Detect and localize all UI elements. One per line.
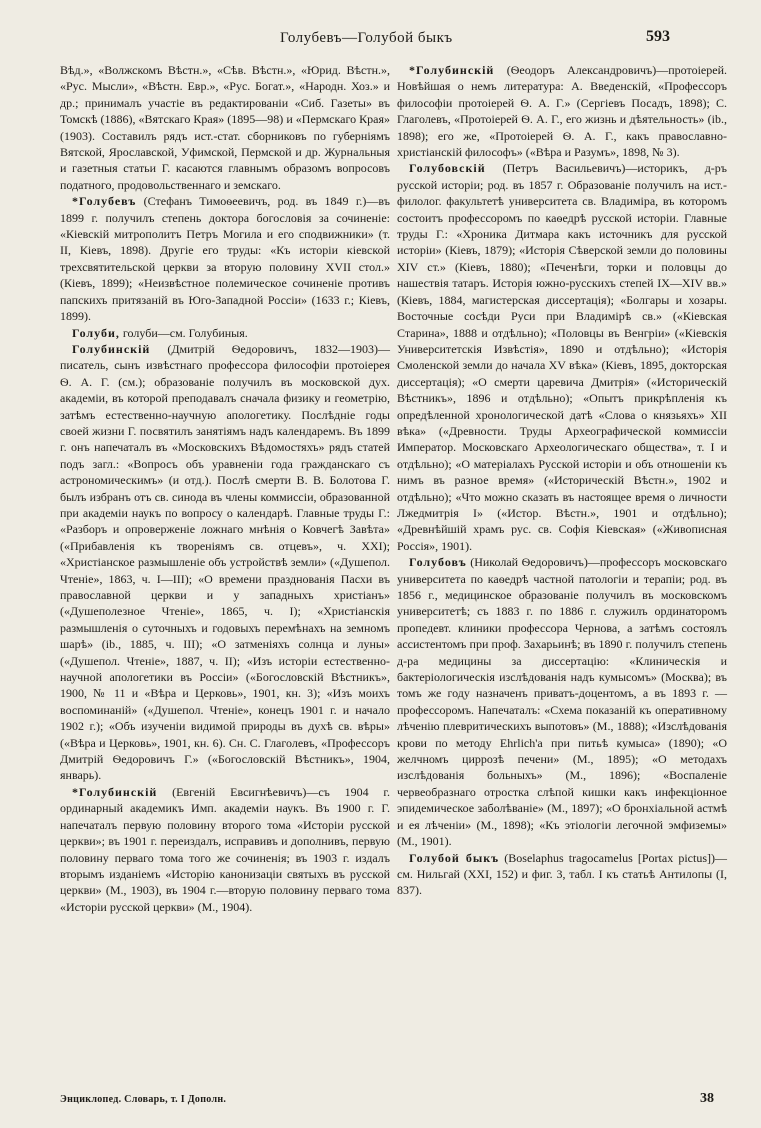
entry-text: (Ѳеодоръ Александровичъ)—протоіерей. Новѣйшая о немъ литература: А. Введенскій, «Профессоръ философіи протоіерей Ѳ. А. Г.» (Сергіевъ Посадъ, 1898); С. Глаголевъ, «Протоіерей Ѳ. А. Г., его жизнь и дѣятельность» (ib., 1898); его же, «Протоіерей Ѳ. А. Г., какъ православно-христіанскій философъ» («Вѣра и Разумъ», 1898, № 3). [397,63,727,160]
entry-continuation [60,62,390,193]
entry-headword: Голубой быкъ [409,850,500,865]
entry-text: голуби—см. Голубиныя. [119,325,248,340]
sheet-number: 38 [700,1091,714,1106]
entry-golubinsky-evgeny [60,784,390,915]
right-column [397,62,727,899]
entry-text: Вѣд.», «Волжскомъ Вѣстн.», «Сѣв. Вѣстн.», «Юрид. Вѣстн.», «Рус. Мысли», «Вѣстн. Евр.», «Рус. Богат.», «Народн. Хоз.» и др.; принималъ участіе въ редактированіи «Сиб. Газеты» въ Томскѣ (1886), «Вятскаго Края» (1895—98) и «Пермскаго Края» (1903). Составилъ рядъ ист.-стат. сборниковъ по губерніямъ Вятской, Ярославской, Уфимской, Пермской и др. Журнальныя и газетныя статьи Г. касаются главнымъ образомъ вопросовъ податного, продовольственнаго и земскаго. [60,63,390,192]
entry-text: (Дмитрій Ѳедоровичъ, 1832—1903)—писатель, сынъ извѣстнаго профессора философіи протоіерея Ѳ. А. Г. (см.); образованіе получилъ въ московской дух. академіи, въ которой преподавалъ сначала физику и геометрію, затѣмъ естественно-научную апологетику. Послѣдніе годы своей жизни Г. посвятилъ занятіямъ надъ календаремъ. Въ 1899 г. онъ напечаталъ въ «Московскихъ Вѣдомостяхъ» рядъ статей подъ загл.: «Вопросъ объ уравненіи года гражданскаго съ астрономическимъ» (и отд.). Послѣ смерти В. В. Болотова Г. былъ избранъ отъ св. синода въ члены коммиссіи, образованной при академіи наукъ по вопросу о календарѣ. Главные труды Г.: «Разборъ и опроверженіе ложнаго мнѣнія о Ковчегѣ Завѣта» («Прибавленія къ твореніямъ св. отцевъ», ч. XXI); «Христіанское размышленіе объ устройствѣ земли» («Душепол. Чтеніе», 1863, ч. I—III); «О времени празднованія Пасхи въ православной церкви и у западныхъ христіанъ» («Душеполезное Чтеніе», 1865, ч. I); «Христіанскія размышленія о суточныхъ и годовыхъ перемѣнахъ на земномъ шарѣ» (ib., 1885, ч. III); «О затменіяхъ солнца и луны» («Душепол. Чтеніе», 1887, ч. II); «Изъ исторіи естественно-научной апологетики въ Россіи» («Богословскій Вѣстникъ», 1900, № 11 и «Вѣра и Церковь», 1901, кн. 3); «Изъ моихъ воспоминаній» («Душепол. Чтеніе», конецъ 1901 г. и начало 1902 г.); «Объ изученіи видимой природы въ духѣ св. вѣры» («Вѣра и Церковь», 1901, кн. 6). Сн. С. Глаголевъ, «Профессоръ Дмитрій Ѳедоровичъ Г.» («Богословскій Вѣстникъ», 1904, январь). [60,341,390,783]
entry-text: (Петръ Васильевичъ)—историкъ, д-ръ русской исторіи; род. въ 1857 г. Образованіе получилъ на ист.-филолог. факультетѣ университета св. Владиміра, въ которомъ состоитъ профессоромъ по каѳедрѣ русской исторіи. Главные труды Г.: «Хроника Дитмара какъ источникъ для русской исторіи» (Кіевъ, 1879); «Исторія Сѣверской земли до половины XIV ст.» (Кіевъ, 1880); «Печенѣги, торки и половцы до нашествія татаръ. Исторія южно-русскихъ степей IX—XIV вв.» (Кіевъ, 1884, магистерская диссертація); «Болгары и хозары. Восточные сосѣди Руси при Владимірѣ св.» («Кіевская Старина», 1888 и отдѣльно); «Половцы въ Венгріи» («Кіевскія Университетскія Извѣстія», 1890 и отдѣльно); «Исторія Смоленской земли до начала XV вѣка» (Кіевъ, 1895, докторская диссертація); «О смерти царевича Дмитрія» («Историческій Вѣстникъ», 1896 и отдѣльно); «Опытъ прикрѣпленія къ опредѣленной хронологической датѣ «Слова о князьяхъ» XII вѣка» («Древности. Труды Археографической коммиссіи Император. Московскаго Археологическаго общества», т. I и отдѣльно); «О матеріалахъ Русской исторіи и объ отношеніи къ нимъ въ разное время» («Историческій Вѣстн.», 1902 и отдѣльно); «Что можно сказать въ настоящее время о личности Лжедмитрія I» («Истор. Вѣстн.», 1901 и отдѣльно); «Древнѣйшій храмъ рус. св. Софія Кіевская» («Живописная Россія», 1901). [397,161,727,553]
entry-golubinsky-feodor [397,62,727,160]
entry-headword: *Голубинскій [409,63,495,77]
footer-signature: Энциклопед. Словарь, т. I Дополн. [60,1094,227,1105]
entry-headword: *Голубинскій [72,784,158,799]
entry-golubinsky-dmitry [60,341,390,784]
entry-golubovsky [397,160,727,554]
entry-text: (Николай Ѳедоровичъ)—профессоръ московскаго университета по каѳедрѣ частной патологіи и терапіи; род. въ 1856 г., медицинское образованіе получилъ въ московскомъ университетѣ; съ 1883 г. по 1886 г. служилъ ординаторомъ пропедевт. клиники профессора Чернова, а затѣмъ состоялъ ассистентомъ при проф. Захарьинѣ; въ 1890 г. получилъ степень д-ра медицины за диссертацію: «Клиническія и бактеріологическія изслѣдованія надъ кумысомъ» (Москва); въ томъ же году назначенъ приватъ-доцентомъ, а въ 1893 г. — профессоромъ. Напечаталъ: «Схема показаній къ оперативному лѣченію плевритическихъ выпотовъ» (М., 1888); «Изслѣдованія крови по методу Ehrlich'a при питьѣ кумыса» (1890); «О желчномъ циррозѣ печени» (М., 1895); «О методахъ изслѣдованія больныхъ» (М., 1896); «Воспаленіе червеобразнаго отростка слѣпой кишки какъ инфекціонное эпидемическое заболѣваніе» (М., 1897); «О бронхіальной астмѣ и ея лѣченіи» (М., 1898); «Къ этіологіи легочной эмфиземы» (М., 1901). [397,555,727,849]
entry-golubi [60,325,390,341]
entry-headword: Голубинскій [72,341,151,356]
page-header [0,0,761,50]
page-number: 593 [646,28,670,45]
entry-text: (Евгеній Евсигнѣевичъ)—съ 1904 г. ординарный академикъ Имп. академіи наукъ. Въ 1900 г. Г. напечаталъ первую половину второго тома «Исторіи русской церкви»; въ 1901 г. переиздалъ, исправивъ и дополнивъ, первую половину перваго тома того же сочиненія; въ 1903 г. издалъ вторымъ изданіемъ «Исторію канонизаціи святыхъ въ русской церкви» (М., 1903), въ 1904 г.—вторую половину перваго тома «Исторіи русской церкви» (М., 1904). [60,784,390,914]
entry-headword: Голубовскій [409,161,486,176]
entry-headword: *Голубевъ [72,194,137,209]
entry-goluboy-byk [397,850,727,899]
running-head: Голубевъ—Голубой быкъ [280,30,453,46]
entry-golubov [397,554,727,849]
entry-golubev [60,193,390,324]
entry-text: (Boselaphus tragocamelus [Portax pictus])—см. Нильгай (XXI, 152) и фиг. 3, табл. I къ статьѣ Антилопы (I, 837). [397,850,728,898]
left-column [60,62,390,915]
entry-text: (Стефанъ Тимоѳеевичъ, род. въ 1849 г.)—въ 1899 г. получилъ степень доктора богословія за сочиненіе: «Кіевскій митрополитъ Петръ Могила и его сподвижники» (т. II, Кіевъ, 1898). Другіе его труды: «Къ исторіи кіевской трехсвятительской церкви за вторую половину XVII стол.» (Кіевъ, 1899); «Неизвѣстное полемическое сочиненіе противъ папскихъ притязаній въ Юго-Западной Россіи» (1633 г.; Кіевъ, 1899). [60,194,390,324]
entry-headword: Голубовъ [409,555,467,570]
entry-headword: Голуби, [72,325,120,340]
